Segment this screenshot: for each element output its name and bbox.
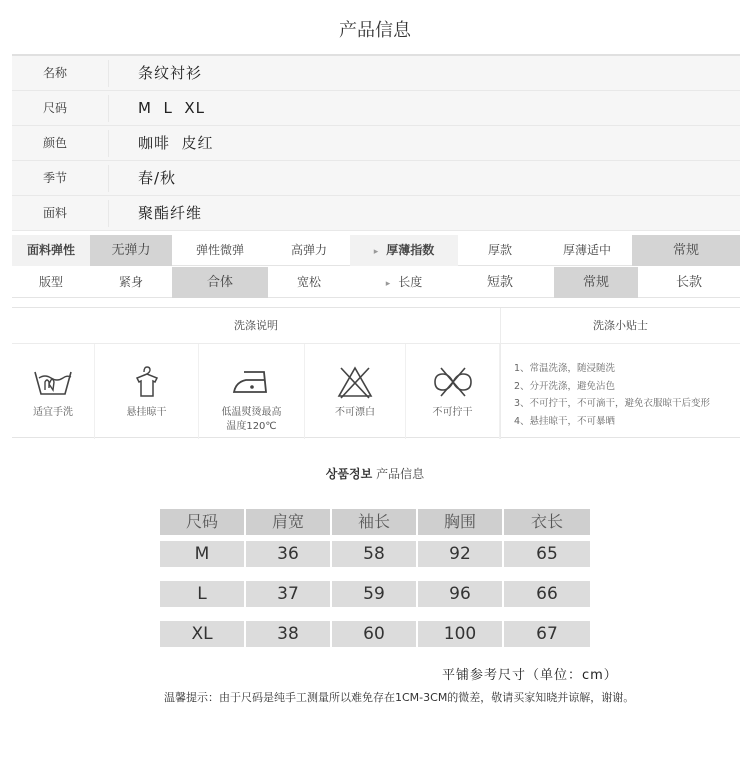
info-label: 季节 <box>42 171 67 185</box>
product-info-table <box>12 54 740 231</box>
size-row-xl <box>160 621 590 647</box>
wash-item-hand-wash <box>12 344 95 439</box>
wash-caption: 适宜手洗 <box>33 407 73 418</box>
tip-item: 3、不可拧干，不可滴干，避免衣服晾干后变形 <box>514 398 711 409</box>
wash-item-no-wring <box>406 344 500 439</box>
size-header-row <box>160 509 590 535</box>
info-label: 尺码 <box>42 101 67 115</box>
info-label: 颜色 <box>42 136 67 150</box>
size-cell: 59 <box>332 581 418 607</box>
attr-option: 厚薄适中 <box>562 243 611 257</box>
info-row-fabric <box>12 196 740 231</box>
wash-caption: 不可漂白 <box>335 407 375 418</box>
size-cell: 65 <box>504 541 590 567</box>
washing-tips-header: 洗涤小贴士 <box>501 308 740 344</box>
size-chart-title-kr: 상품정보 <box>325 467 373 481</box>
size-unit-note: 平铺参考尺寸（单位：cm） <box>442 668 618 683</box>
tip-item: 1、常温洗涤，随浸随洗 <box>514 363 616 374</box>
attr-option: 长款 <box>675 275 702 290</box>
info-label: 面料 <box>42 206 67 220</box>
tip-item: 4、悬挂晾干，不可暴晒 <box>514 415 616 427</box>
attr-option: 厚款 <box>487 243 512 257</box>
attr-option: 高弹力 <box>290 243 327 257</box>
info-value: 春/秋 <box>138 169 177 187</box>
info-value: 咖啡 皮红 <box>138 134 214 152</box>
tip-item: 2、分开洗涤，避免沾色 <box>514 380 616 392</box>
attr-option-selected: 常规 <box>554 267 638 298</box>
info-label: 名称 <box>42 66 67 80</box>
size-cell: XL <box>160 621 246 647</box>
attr-label: ▸ 厚薄指数 <box>350 235 458 266</box>
attr-label: ▸ 长度 <box>350 267 458 298</box>
no-bleach-icon <box>333 364 377 400</box>
size-cell: 67 <box>504 621 590 647</box>
attribute-row-elasticity <box>12 235 740 266</box>
info-row-size <box>12 91 740 126</box>
size-header-cell: 袖长 <box>332 509 418 535</box>
attr-option: 短款 <box>486 275 513 290</box>
size-cell: 66 <box>504 581 590 607</box>
size-cell: 58 <box>332 541 418 567</box>
attr-option-selected: 常规 <box>632 235 740 266</box>
info-value: 聚酯纤维 <box>138 204 203 222</box>
size-header-cell: 肩宽 <box>246 509 332 535</box>
attr-option: 宽松 <box>296 275 321 289</box>
size-header-cell: 尺码 <box>160 509 246 535</box>
wash-item-iron <box>199 344 305 439</box>
measurement-disclaimer: 温馨提示：由于尺码是纯手工测量所以难免存在1CM-3CM的微差，敬请买家知晓并谅解，谢谢。 <box>164 691 635 704</box>
info-value: 条纹衬衫 <box>138 64 203 82</box>
page-title: 产品信息 <box>339 20 411 41</box>
info-row-color <box>12 126 740 161</box>
attr-label: 版型 <box>38 275 63 289</box>
size-cell: 92 <box>418 541 504 567</box>
size-row-l <box>160 581 590 607</box>
washing-header: 洗涤说明 <box>12 308 500 344</box>
size-chart-title-cn: 产品信息 <box>376 467 425 481</box>
size-chart-title <box>0 465 750 482</box>
washing-tips-list <box>514 360 710 430</box>
size-header-cell: 衣长 <box>504 509 590 535</box>
attr-option-selected: 合体 <box>172 267 268 298</box>
size-cell: 38 <box>246 621 332 647</box>
size-cell: 96 <box>418 581 504 607</box>
wash-item-no-bleach <box>305 344 406 439</box>
washing-section <box>12 307 740 438</box>
attr-option-selected: 无弹力 <box>90 235 172 266</box>
info-value: M L XL <box>138 99 206 117</box>
size-cell: 100 <box>418 621 504 647</box>
attr-option: 紧身 <box>118 275 143 289</box>
size-cell: 36 <box>246 541 332 567</box>
size-row-m <box>160 541 590 567</box>
hang-dry-icon <box>125 364 169 400</box>
attribute-row-fit <box>12 267 740 298</box>
no-wring-icon <box>431 364 475 400</box>
info-row-season <box>12 161 740 196</box>
size-cell: 37 <box>246 581 332 607</box>
size-cell: L <box>160 581 246 607</box>
size-cell: M <box>160 541 246 567</box>
attr-label: 面料弹性 <box>12 235 90 266</box>
info-row-name <box>12 56 740 91</box>
wash-caption: 悬挂晾干 <box>126 407 167 418</box>
wash-item-hang-dry <box>95 344 199 439</box>
attr-option: 弹性微弹 <box>195 243 244 257</box>
wash-caption: 低温熨烫最高 温度120℃ <box>221 407 282 432</box>
low-iron-icon <box>230 364 274 400</box>
hand-wash-icon <box>31 364 75 400</box>
size-cell: 60 <box>332 621 418 647</box>
size-header-cell: 胸围 <box>418 509 504 535</box>
wash-caption: 不可拧干 <box>432 407 473 418</box>
